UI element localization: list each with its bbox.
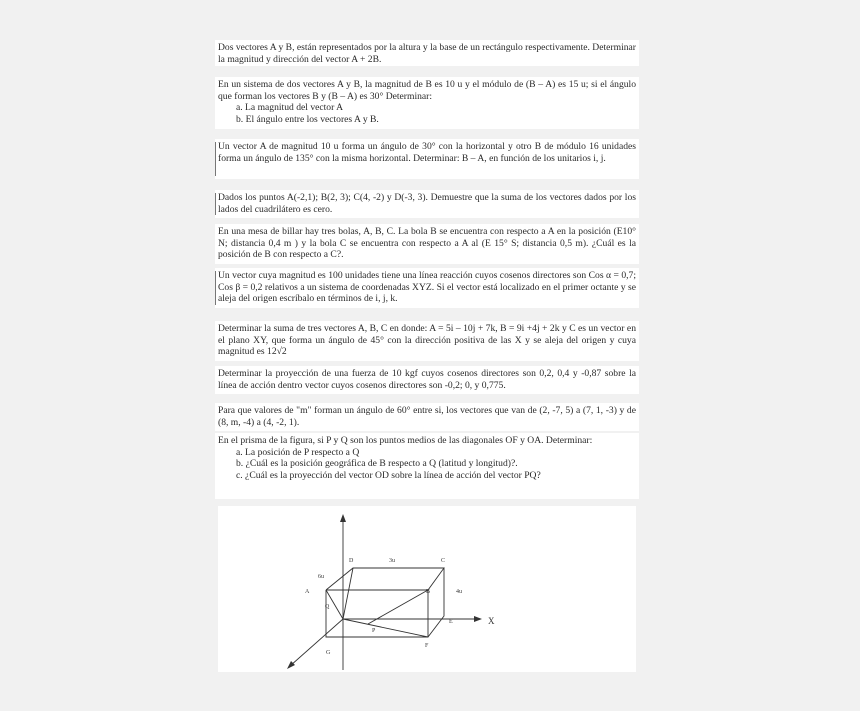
problem-9-text: Para que valores de "m" forman un ángulo de 60° entre si, los vectores que van de (2, -7, 5) a (7, 1, -3) y de (8, m, -4) a (4, -2, 1). — [218, 405, 636, 428]
prism-diagram — [218, 506, 636, 672]
prism-figure — [218, 506, 636, 672]
label-x: X — [488, 616, 495, 626]
x-axis-arrow — [474, 616, 482, 622]
label-6u: 6u — [318, 574, 324, 580]
z-axis-arrow — [340, 514, 346, 522]
label-a: A — [305, 589, 310, 595]
problem-2-item-a: a. La magnitud del vector A — [236, 102, 344, 114]
problem-6 — [215, 268, 639, 308]
problem-10 — [215, 433, 639, 499]
problem-4-text: Dados los puntos A(-2,1); B(2, 3); C(4, -2) y D(-3, 3). Demuestre que la suma de los vectores dados por los lados del cuadrilátero es cero. — [218, 192, 636, 215]
problem-6-text: Un vector cuya magnitud es 100 unidades tiene una línea reacción cuyos cosenos directores son Cos α = 0,7; Cos β = 0,2 relativos a un sistema de coordenadas XYZ. Si el vector está localizado en el primer octante y se aleja del origen escríbalo en términos de i, j, k. — [218, 270, 636, 305]
label-b: B — [426, 589, 431, 595]
label-3u: 3u — [389, 558, 395, 564]
label-g: G — [326, 650, 331, 656]
problem-5-text: En una mesa de billar hay tres bolas, A, B, C. La bola B se encuentra con respecto a A en la posición (E10° N; distancia 0,4 m ) y la bola C se encuentra con respecto a A al (E 15° S; distancia 0,5 m). ¿Cuál es la posición de B con respecto a C?. — [218, 226, 636, 261]
problem-5 — [215, 224, 639, 264]
label-f: F — [425, 643, 429, 649]
problem-7 — [215, 321, 639, 361]
label-e: E — [449, 619, 453, 625]
problem-4 — [215, 190, 639, 218]
problem-8-text: Determinar la proyección de una fuerza de 10 kgf cuyos cosenos directores son 0,2, 0,4 y -0,87 sobre la línea de acción dentro vector cuyos cosenos directores son -0,2; 0, y 0,775. — [218, 368, 636, 391]
problem-7-text: Determinar la suma de tres vectores A, B, C en donde: A = 5i – 10j + 7k, B = 9i +4j + 2k y C es un vector en el plano XY, que forma un ángulo de 45° con la dirección positiva de las X y se aleja del origen y cuya magnitud es 12√2 — [218, 323, 636, 358]
problem-9 — [215, 403, 639, 431]
problem-2-text: En un sistema de dos vectores A y B, la magnitud de B es 10 u y el módulo de (B – A) es 15 u; si el ángulo que forman los vectores B y (B – A) es 30° Determinar: — [218, 79, 636, 102]
problem-10-item-b: b. ¿Cuál es la posición geográfica de B respecto a Q (latitud y longitud)?. — [236, 458, 518, 470]
problem-2-item-b: b. El ángulo entre los vectores A y B. — [236, 113, 379, 125]
prism-top-face — [326, 568, 444, 590]
diagonal-of — [343, 619, 428, 637]
label-d: D — [349, 558, 354, 564]
problem-8 — [215, 366, 639, 394]
problem-10-text: En el prisma de la figura, si P y Q son los puntos medios de las diagonales OF y OA. Determinar: — [218, 435, 593, 446]
label-p: P — [372, 628, 376, 634]
prism-front-face — [326, 589, 431, 637]
problem-3-text: Un vector A de magnitud 10 u forma un ángulo de 30° con la horizontal y otro B de módulo 16 unidades forma un ángulo de 135° con la misma horizontal. Determinar: B – A, en función de los unitarios i, j. — [218, 141, 636, 164]
problem-10-item-a: a. La posición de P respecto a Q — [236, 446, 360, 458]
label-q: Q — [325, 604, 330, 610]
problem-10-item-c: c. ¿Cuál es la proyección del vector OD sobre la línea de acción del vector PQ? — [236, 469, 541, 481]
y-axis — [290, 619, 343, 666]
problem-1 — [215, 40, 639, 66]
problem-2 — [215, 77, 639, 129]
problem-1-text: Dos vectores A y B, están representados por la altura y la base de un rectángulo respectivamente. Determinar la magnitud y dirección del vector A + 2B. — [218, 42, 636, 65]
label-4u: 4u — [456, 589, 462, 595]
label-c: C — [441, 558, 446, 564]
problem-3 — [215, 139, 639, 179]
prism-back-edge — [343, 568, 353, 619]
